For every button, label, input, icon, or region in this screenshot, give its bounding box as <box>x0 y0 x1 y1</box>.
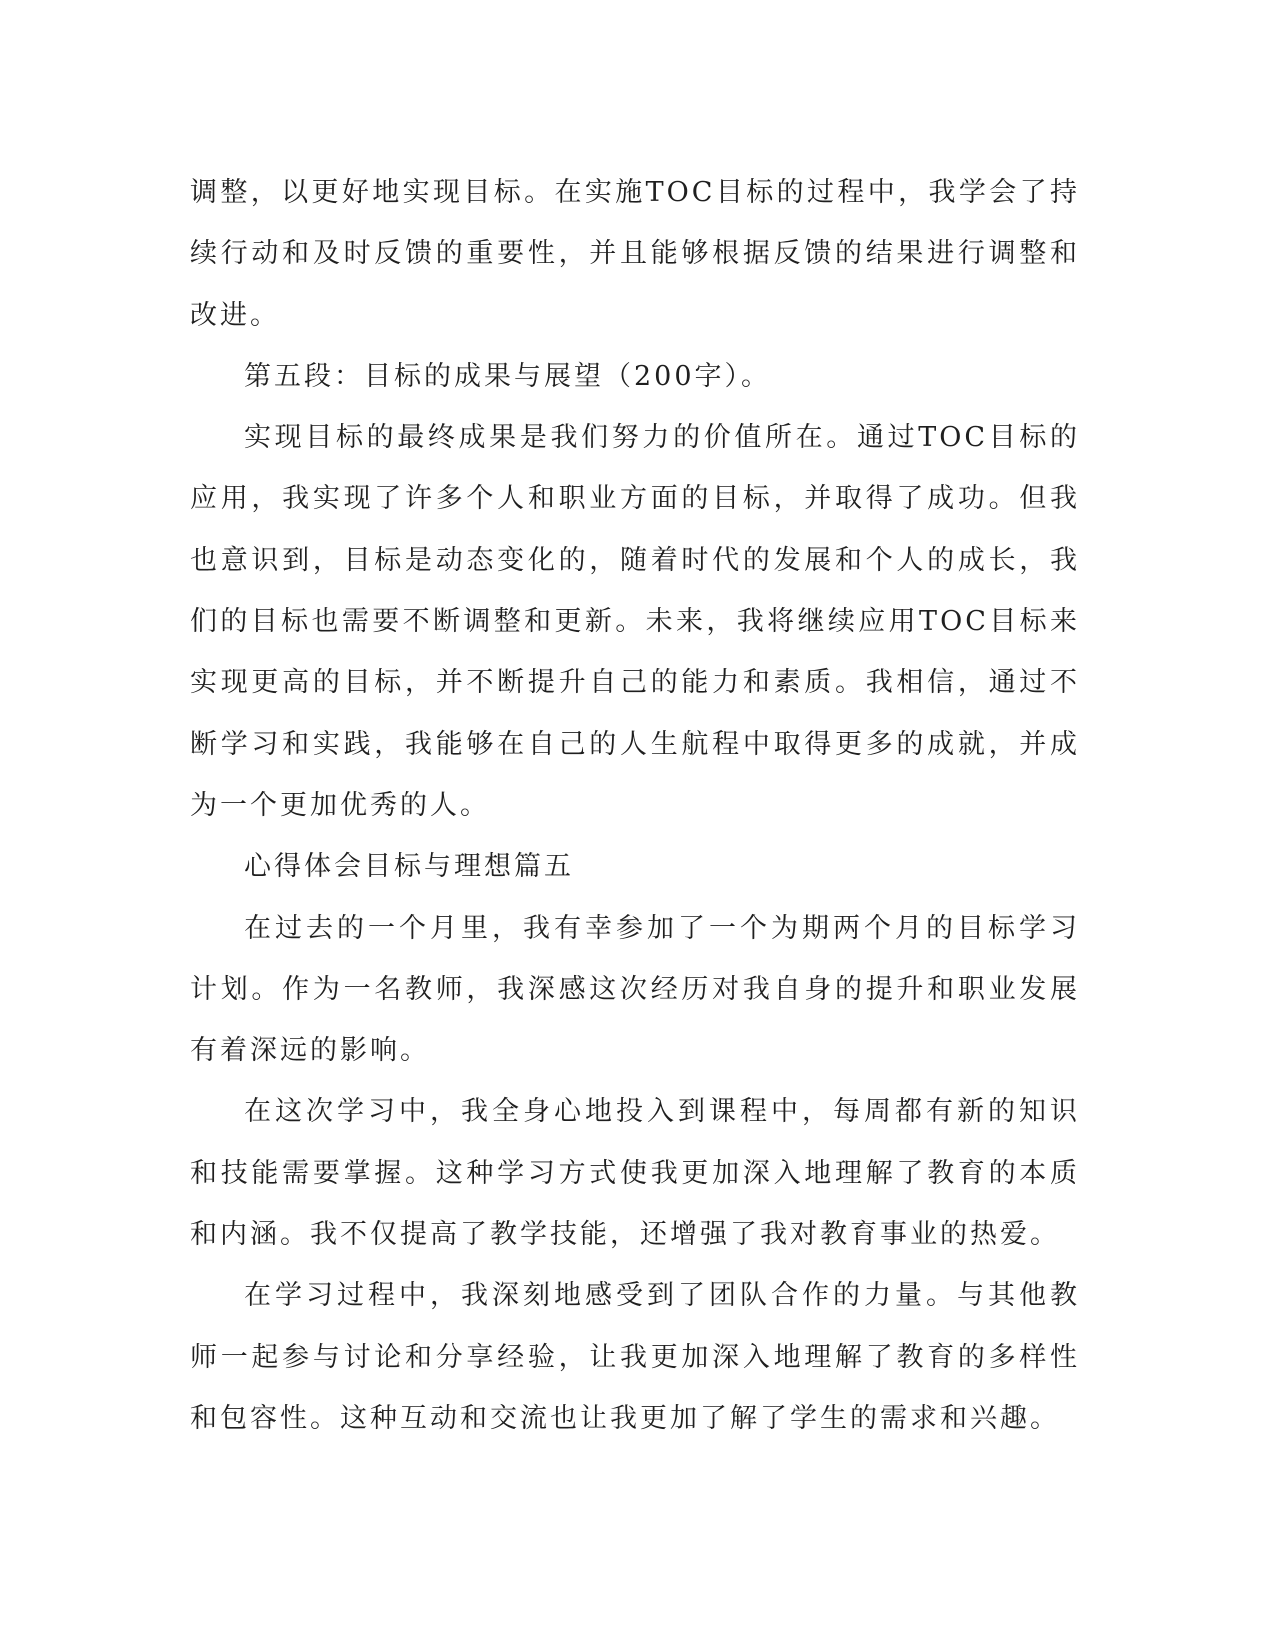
paragraph-intro: 在过去的一个月里，我有幸参加了一个为期两个月的目标学习计划。作为一名教师，我深感这次经历对我自身的提升和职业发展有着深远的影响。 <box>190 912 1080 1067</box>
document-body <box>190 162 1080 1449</box>
paragraph-learning: 在这次学习中，我全身心地投入到课程中，每周都有新的知识和技能需要掌握。这种学习方式使我更加深入地理解了教育的本质和内涵。我不仅提高了教学技能，还增强了我对教育事业的热爱。 <box>190 1096 1080 1251</box>
paragraph-teamwork: 在学习过程中，我深刻地感受到了团队合作的力量。与其他教师一起参与讨论和分享经验，让我更加深入地理解了教育的多样性和包容性。这种互动和交流也让我更加了解了学生的需求和兴趣。 <box>190 1280 1080 1434</box>
paragraph-continuation: 调整，以更好地实现目标。在实施TOC目标的过程中，我学会了持续行动和及时反馈的重要性，并且能够根据反馈的结果进行调整和改进。 <box>190 177 1080 331</box>
article-title: 心得体会目标与理想篇五 <box>244 851 574 883</box>
paragraph-outcome: 实现目标的最终成果是我们努力的价值所在。通过TOC目标的应用，我实现了许多个人和职业方面的目标，并取得了成功。但我也意识到，目标是动态变化的，随着时代的发展和个人的成长，我们的目标也需要不断调整和更新。未来，我将继续应用TOC目标来实现更高的目标，并不断提升自己的能力和素质。我相信，通过不断学习和实践，我能够在自己的人生航程中取得更多的成就，并成为一个更加优秀的人。 <box>190 422 1080 821</box>
section-heading-fifth: 第五段：目标的成果与展望（200字）。 <box>244 360 772 392</box>
